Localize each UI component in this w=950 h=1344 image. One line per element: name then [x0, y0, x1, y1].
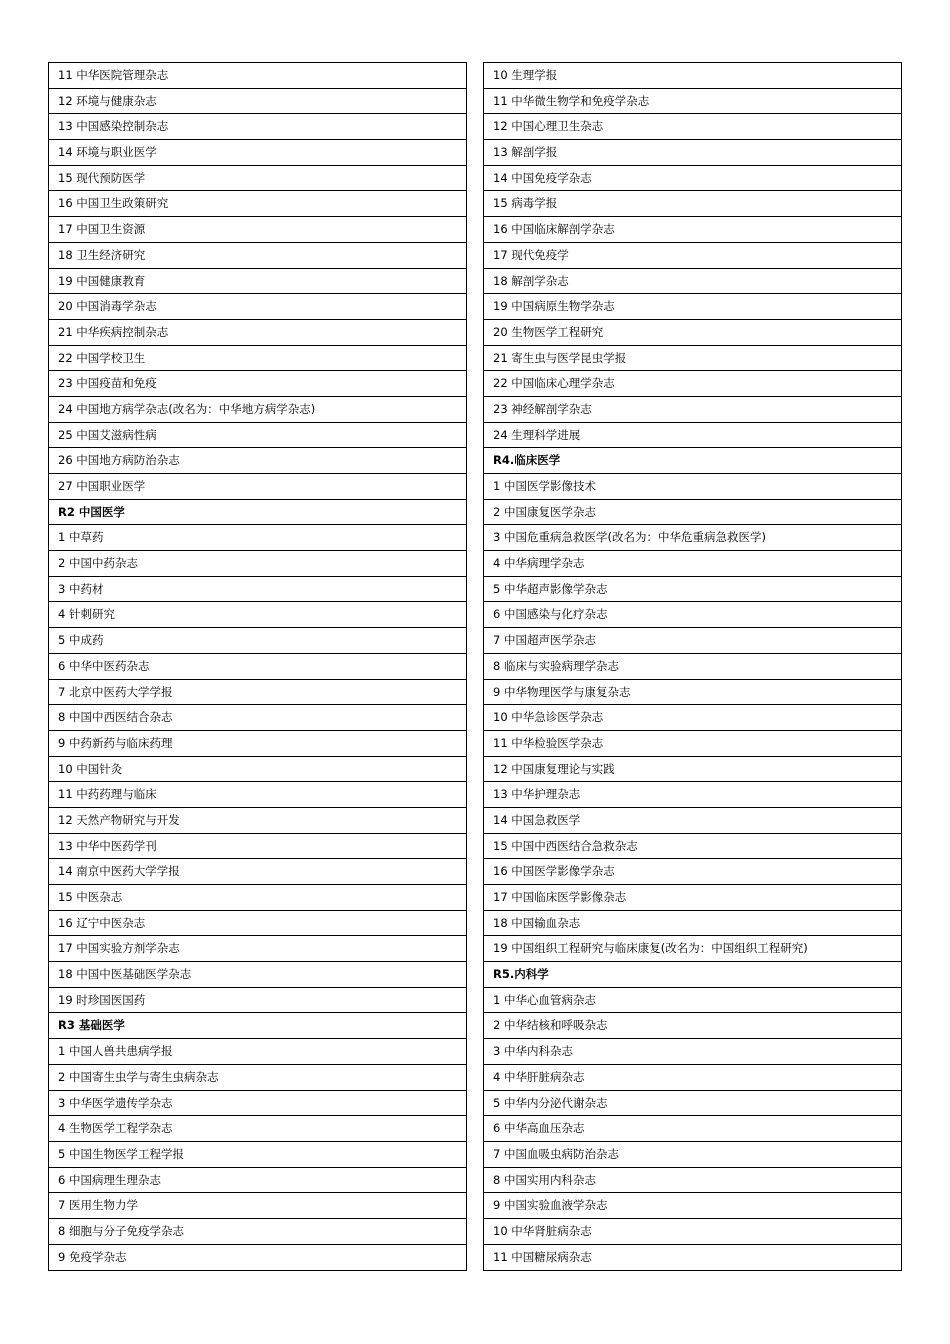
journal-row: 18 中国中医基础医学杂志	[49, 962, 466, 988]
journal-row: 19 时珍国医国药	[49, 988, 466, 1014]
journal-row: 16 中国卫生政策研究	[49, 191, 466, 217]
journal-row: 3 中华医学遗传学杂志	[49, 1091, 466, 1117]
journal-row: 2 中华结核和呼吸杂志	[484, 1013, 901, 1039]
journal-row: 9 中华物理医学与康复杂志	[484, 680, 901, 706]
journal-row: 1 中草药	[49, 525, 466, 551]
journal-row: 4 生物医学工程学杂志	[49, 1116, 466, 1142]
journal-row: 11 中华医院管理杂志	[49, 63, 466, 89]
journal-row: 10 中华急诊医学杂志	[484, 705, 901, 731]
journal-row: 10 中华肾脏病杂志	[484, 1219, 901, 1245]
journal-row: 16 中国医学影像学杂志	[484, 859, 901, 885]
journal-row: 4 中华肝脏病杂志	[484, 1065, 901, 1091]
journal-row: 3 中药材	[49, 577, 466, 603]
journal-row: 6 中华中医药杂志	[49, 654, 466, 680]
journal-row: 1 中国医学影像技术	[484, 474, 901, 500]
journal-row: 1 中国人兽共患病学报	[49, 1039, 466, 1065]
journal-row: 15 中医杂志	[49, 885, 466, 911]
journal-row: 8 中国中西医结合杂志	[49, 705, 466, 731]
journal-row: 23 神经解剖学杂志	[484, 397, 901, 423]
journal-row: 16 中国临床解剖学杂志	[484, 217, 901, 243]
journal-row: 9 中国实验血液学杂志	[484, 1193, 901, 1219]
journal-row: 14 南京中医药大学学报	[49, 859, 466, 885]
journal-row: 25 中国艾滋病性病	[49, 423, 466, 449]
journal-row: 3 中华内科杂志	[484, 1039, 901, 1065]
journal-row: 19 中国健康教育	[49, 269, 466, 295]
section-heading: R4.临床医学	[484, 448, 901, 474]
journal-row: 1 中华心血管病杂志	[484, 988, 901, 1014]
journal-row: 20 中国消毒学杂志	[49, 294, 466, 320]
journal-row: 23 中国疫苗和免疫	[49, 371, 466, 397]
journal-row: 13 解剖学报	[484, 140, 901, 166]
journal-row: 27 中国职业医学	[49, 474, 466, 500]
journal-row: 4 针刺研究	[49, 602, 466, 628]
journal-row: 2 中国寄生虫学与寄生虫病杂志	[49, 1065, 466, 1091]
journal-row: 24 生理科学进展	[484, 423, 901, 449]
section-heading: R3 基础医学	[49, 1013, 466, 1039]
journal-row: 5 中华超声影像学杂志	[484, 577, 901, 603]
journal-row: 10 中国针灸	[49, 757, 466, 783]
journal-row: 19 中国病原生物学杂志	[484, 294, 901, 320]
section-heading: R2 中国医学	[49, 500, 466, 526]
journal-row: 14 中国急救医学	[484, 808, 901, 834]
journal-row: 17 中国实验方剂学杂志	[49, 936, 466, 962]
journal-row: 14 环境与职业医学	[49, 140, 466, 166]
journal-row: 13 中国感染控制杂志	[49, 114, 466, 140]
journal-row: 6 中国病理生理杂志	[49, 1168, 466, 1194]
journal-row: 8 临床与实验病理学杂志	[484, 654, 901, 680]
journal-row: 14 中国免疫学杂志	[484, 166, 901, 192]
journal-row: 20 生物医学工程研究	[484, 320, 901, 346]
journal-row: 15 病毒学报	[484, 191, 901, 217]
journal-row: 2 中国康复医学杂志	[484, 500, 901, 526]
journal-row: 7 北京中医药大学学报	[49, 680, 466, 706]
journal-row: 21 寄生虫与医学昆虫学报	[484, 346, 901, 372]
journal-row: 10 生理学报	[484, 63, 901, 89]
journal-row: 21 中华疾病控制杂志	[49, 320, 466, 346]
journal-row: 11 中华检验医学杂志	[484, 731, 901, 757]
section-heading: R5.内科学	[484, 962, 901, 988]
journal-row: 18 解剖学杂志	[484, 269, 901, 295]
journal-row: 5 中国生物医学工程学报	[49, 1142, 466, 1168]
journal-row: 5 中华内分泌代谢杂志	[484, 1091, 901, 1117]
journal-row: 3 中国危重病急救医学(改名为：中华危重病急救医学)	[484, 525, 901, 551]
journal-row: 11 中华微生物学和免疫学杂志	[484, 89, 901, 115]
journal-row: 16 辽宁中医杂志	[49, 911, 466, 937]
journal-row: 9 免疫学杂志	[58, 1249, 127, 1264]
journal-row: 19 中国组织工程研究与临床康复(改名为：中国组织工程研究)	[484, 936, 901, 962]
journal-row: 2 中国中药杂志	[49, 551, 466, 577]
journal-row: 8 中国实用内科杂志	[484, 1168, 901, 1194]
journal-row: 22 中国学校卫生	[49, 346, 466, 372]
journal-row: 12 中国心理卫生杂志	[484, 114, 901, 140]
journal-row: 11 中药药理与临床	[49, 782, 466, 808]
journal-row: 7 医用生物力学	[49, 1193, 466, 1219]
journal-row: 15 中国中西医结合急救杂志	[484, 834, 901, 860]
journal-row: 22 中国临床心理学杂志	[484, 371, 901, 397]
journal-row: 17 中国临床医学影像杂志	[484, 885, 901, 911]
journal-row: 7 中国超声医学杂志	[484, 628, 901, 654]
journal-row: 11 中国糖尿病杂志	[493, 1249, 592, 1264]
journal-row: 6 中华高血压杂志	[484, 1116, 901, 1142]
left-journal-table	[48, 62, 467, 1271]
journal-row: 8 细胞与分子免疫学杂志	[49, 1219, 466, 1245]
journal-row: 18 中国输血杂志	[484, 911, 901, 937]
journal-row: 7 中国血吸虫病防治杂志	[484, 1142, 901, 1168]
journal-row: 6 中国感染与化疗杂志	[484, 602, 901, 628]
journal-row: 17 现代免疫学	[484, 243, 901, 269]
journal-row: 12 天然产物研究与开发	[49, 808, 466, 834]
journal-row: 13 中华护理杂志	[484, 782, 901, 808]
journal-row: 4 中华病理学杂志	[484, 551, 901, 577]
journal-row: 12 环境与健康杂志	[49, 89, 466, 115]
journal-row: 9 中药新药与临床药理	[49, 731, 466, 757]
journal-row: 26 中国地方病防治杂志	[49, 448, 466, 474]
journal-row: 24 中国地方病学杂志(改名为：中华地方病学杂志)	[49, 397, 466, 423]
right-journal-table	[483, 62, 902, 1271]
journal-row: 15 现代预防医学	[49, 166, 466, 192]
journal-row: 17 中国卫生资源	[49, 217, 466, 243]
journal-row: 18 卫生经济研究	[49, 243, 466, 269]
journal-row: 12 中国康复理论与实践	[484, 757, 901, 783]
journal-row: 13 中华中医药学刊	[49, 834, 466, 860]
journal-row: 5 中成药	[49, 628, 466, 654]
